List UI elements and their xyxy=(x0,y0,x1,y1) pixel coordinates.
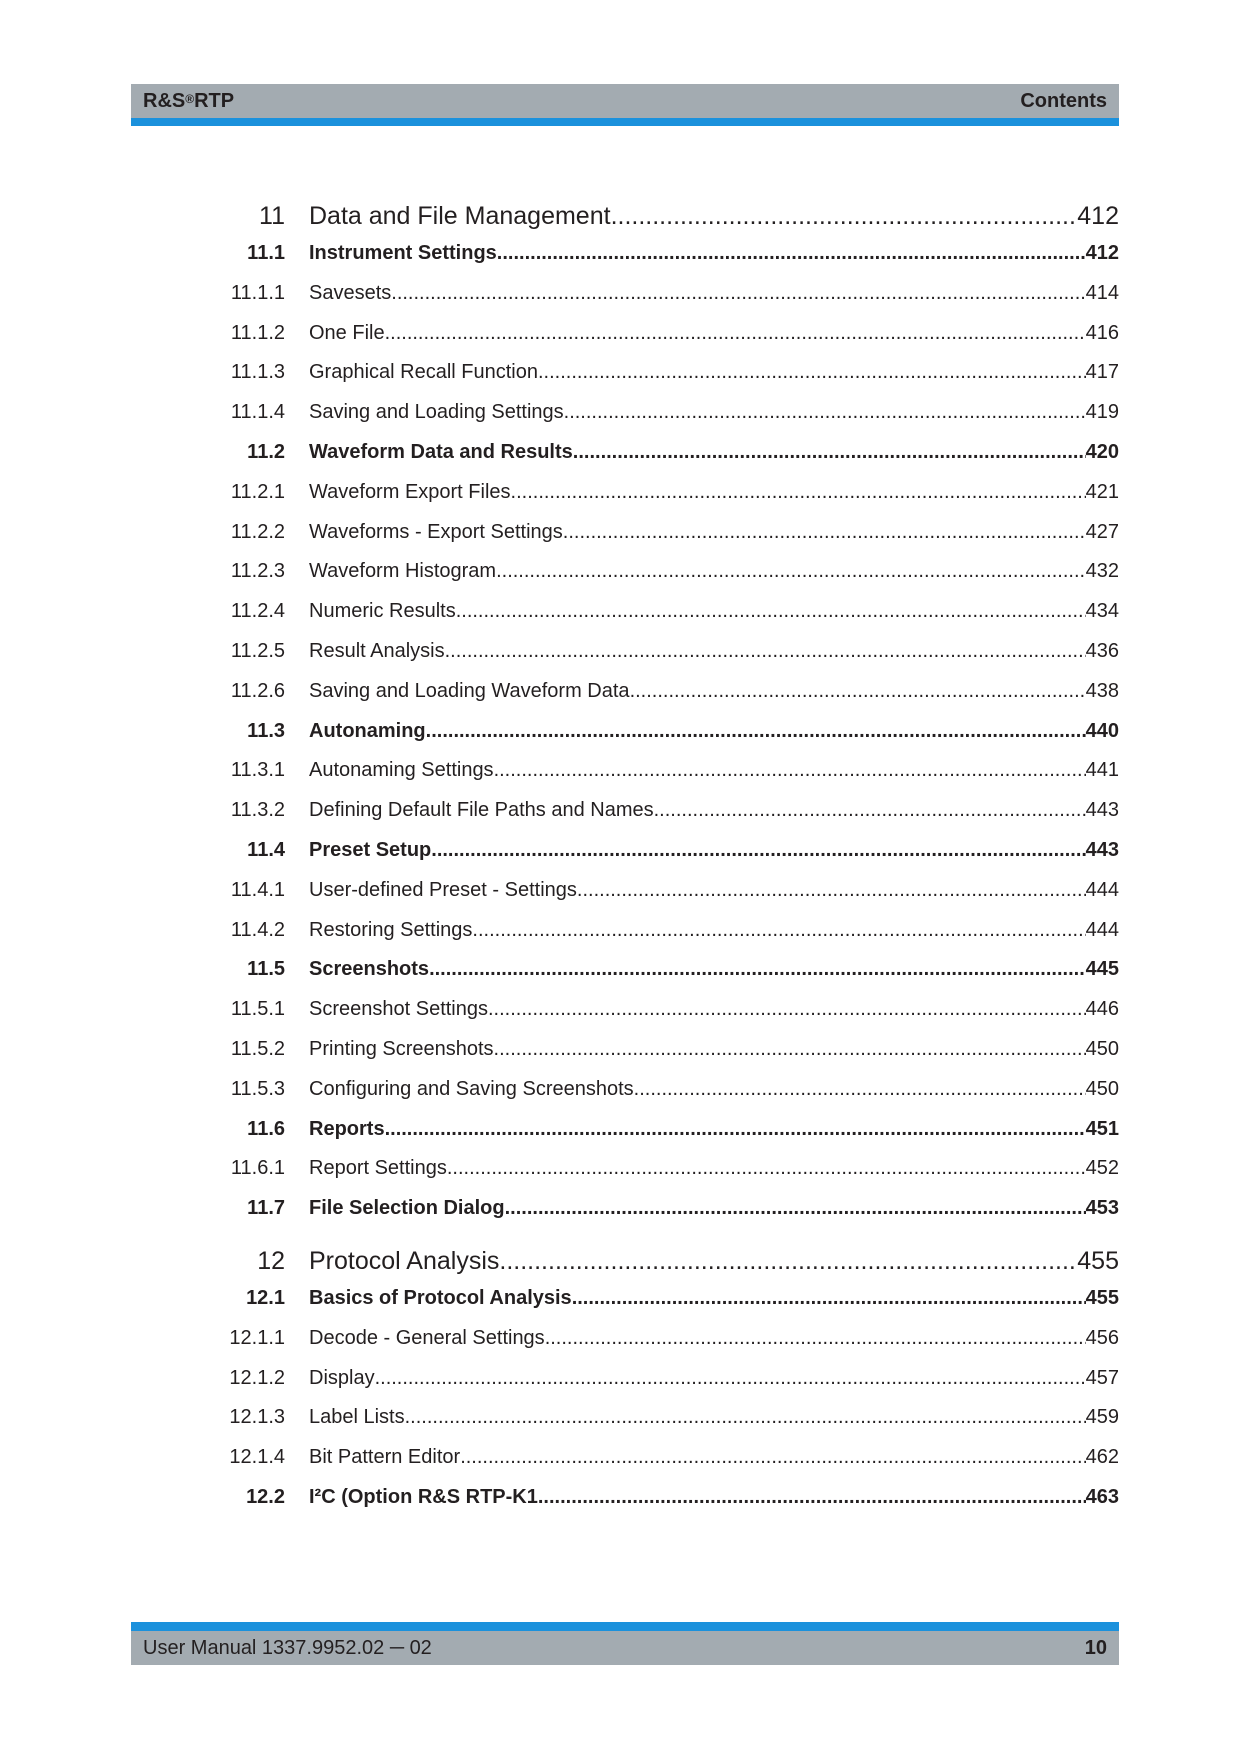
toc-title: Bit Pattern Editor xyxy=(309,1446,461,1469)
toc-entry-11-5[interactable] xyxy=(0,956,1240,986)
toc-leader-dots xyxy=(573,439,1086,465)
page-footer xyxy=(131,1622,1119,1665)
toc-page-number: 432 xyxy=(1085,560,1119,583)
toc-entry-12-1[interactable] xyxy=(0,1285,1240,1315)
toc-number: 11.3 xyxy=(247,719,285,742)
toc-leader-dots xyxy=(634,1076,1086,1102)
toc-title: Basics of Protocol Analysis xyxy=(309,1287,572,1309)
toc-number: 11.2.1 xyxy=(230,480,285,503)
toc-entry-line xyxy=(309,837,1119,863)
toc-page-number: 414 xyxy=(1085,281,1119,304)
toc-entry-12-1-2[interactable] xyxy=(0,1365,1240,1395)
toc-leader-dots xyxy=(630,678,1086,704)
toc-leader-dots xyxy=(611,200,1078,232)
toc-page-number: 436 xyxy=(1085,640,1119,662)
toc-page-number: 419 xyxy=(1085,401,1119,424)
toc-page-number: 416 xyxy=(1085,321,1119,344)
toc-entry-11-3-2[interactable] xyxy=(0,797,1240,827)
toc-entry-line xyxy=(309,479,1119,505)
header-accent-line xyxy=(131,118,1119,126)
toc-page-number: 453 xyxy=(1085,1197,1119,1220)
toc-leader-dots xyxy=(511,479,1086,505)
toc-number: 12.1.3 xyxy=(229,1406,285,1429)
toc-page-number: 451 xyxy=(1085,1117,1119,1140)
toc-page-number: 452 xyxy=(1085,1157,1119,1180)
toc-page-number: 438 xyxy=(1085,679,1119,702)
footer-manual-id: User Manual 1337.9952.02 ─ 02 xyxy=(143,1637,432,1659)
toc-page-number: 450 xyxy=(1085,1077,1119,1100)
toc-entry-11-2-1[interactable] xyxy=(0,479,1240,509)
toc-page-number: 455 xyxy=(1085,1287,1119,1309)
toc-title: Screenshot Settings xyxy=(309,998,488,1021)
toc-entry-11-1-1[interactable] xyxy=(0,280,1240,310)
toc-entry-line xyxy=(309,1484,1119,1510)
toc-entry-line xyxy=(309,200,1119,232)
toc-number: 11.1.1 xyxy=(230,281,285,304)
toc-leader-dots xyxy=(445,638,1086,664)
page-header xyxy=(131,84,1119,126)
toc-entry-line xyxy=(309,1195,1119,1221)
product-name: R&S®RTP xyxy=(143,90,235,112)
toc-page-number: 444 xyxy=(1085,918,1119,941)
toc-entry-line xyxy=(309,598,1119,624)
toc-entry-line xyxy=(309,240,1119,266)
toc-entry-11-2-2[interactable] xyxy=(0,519,1240,549)
toc-entry-line xyxy=(309,519,1119,545)
toc-number: 11.1.2 xyxy=(230,321,285,344)
toc-leader-dots xyxy=(572,1285,1086,1311)
toc-entry-line xyxy=(309,996,1119,1022)
toc-number: 11.2.6 xyxy=(230,679,285,702)
toc-entry-11[interactable] xyxy=(0,200,1240,240)
toc-entry-11-3-1[interactable] xyxy=(0,757,1240,787)
toc-number: 11 xyxy=(259,202,285,230)
toc-entry-12-1-1[interactable] xyxy=(0,1325,1240,1355)
header-section-title: Contents xyxy=(1020,90,1107,112)
toc-entry-line xyxy=(309,280,1119,306)
toc-title: Label Lists xyxy=(309,1406,405,1429)
toc-page-number: 412 xyxy=(1077,202,1119,230)
toc-entry-11-7[interactable] xyxy=(0,1195,1240,1225)
toc-page-number: 457 xyxy=(1085,1366,1119,1389)
toc-entry-11-1-4[interactable] xyxy=(0,399,1240,429)
toc-number: 11.6.1 xyxy=(230,1157,285,1180)
toc-title: Restoring Settings xyxy=(309,918,473,941)
toc-leader-dots xyxy=(538,1484,1086,1510)
toc-entry-11-2[interactable] xyxy=(0,439,1240,469)
toc-page-number: 417 xyxy=(1085,361,1119,384)
toc-title: Waveform Export Files xyxy=(309,480,511,503)
toc-number: 11.5.3 xyxy=(230,1077,285,1100)
toc-entry-11-2-5[interactable] xyxy=(0,638,1240,668)
toc-page-number: 450 xyxy=(1085,1038,1119,1060)
toc-title: User-defined Preset - Settings xyxy=(309,878,577,901)
toc-title: Data and File Management xyxy=(309,202,611,230)
toc-leader-dots xyxy=(654,797,1086,823)
toc-entry-line xyxy=(309,1365,1119,1391)
toc-entry-line xyxy=(309,1404,1119,1430)
toc-leader-dots xyxy=(429,956,1086,982)
toc-title: File Selection Dialog xyxy=(309,1197,505,1220)
toc-title: Screenshots xyxy=(309,958,430,981)
toc-title: Preset Setup xyxy=(309,839,432,861)
toc-entry-line xyxy=(309,1155,1119,1181)
toc-title: Result Analysis xyxy=(309,640,445,662)
toc-entry-11-6-1[interactable] xyxy=(0,1155,1240,1185)
toc-page-number: 421 xyxy=(1085,480,1119,503)
toc-number: 11.6 xyxy=(247,1117,285,1140)
toc-title: Waveform Histogram xyxy=(309,560,497,583)
toc-page-number: 434 xyxy=(1085,600,1119,623)
toc-title: Autonaming Settings xyxy=(309,759,494,782)
toc-page-number: 446 xyxy=(1085,998,1119,1021)
toc-entry-11-5-3[interactable] xyxy=(0,1076,1240,1106)
toc-entry-line xyxy=(309,877,1119,903)
toc-page-number: 427 xyxy=(1085,520,1119,543)
toc-entry-line xyxy=(309,718,1119,744)
toc-number: 11.1 xyxy=(247,242,285,264)
toc-number: 12.1.4 xyxy=(229,1446,285,1469)
toc-page-number: 420 xyxy=(1085,441,1119,463)
toc-number: 11.2 xyxy=(247,441,285,463)
toc-leader-dots xyxy=(375,1365,1086,1391)
toc-page-number: 444 xyxy=(1085,878,1119,901)
toc-number: 12.1 xyxy=(246,1287,285,1309)
toc-leader-dots xyxy=(499,1245,1077,1277)
toc-entry-11-4-2[interactable] xyxy=(0,917,1240,947)
toc-page-number: 462 xyxy=(1085,1446,1119,1469)
toc-entry-11-2-3[interactable] xyxy=(0,558,1240,588)
toc-title: Protocol Analysis xyxy=(309,1247,500,1275)
toc-page-number: 443 xyxy=(1085,839,1119,861)
toc-number: 12.1.2 xyxy=(229,1366,285,1389)
toc-entry-11-1[interactable] xyxy=(0,240,1240,270)
toc-leader-dots xyxy=(385,320,1086,346)
toc-page-number: 459 xyxy=(1085,1406,1119,1429)
toc-entry-line xyxy=(309,1325,1119,1351)
toc-title: One File xyxy=(309,321,385,344)
toc-title: Display xyxy=(309,1366,375,1389)
toc-page-number: 443 xyxy=(1085,799,1119,822)
toc-entry-11-2-6[interactable] xyxy=(0,678,1240,708)
toc-number: 11.5 xyxy=(247,958,285,981)
toc-leader-dots xyxy=(405,1404,1086,1430)
toc-entry-line xyxy=(309,956,1119,982)
toc-entry-line xyxy=(309,917,1119,943)
toc-entry-11-1-3[interactable] xyxy=(0,359,1240,389)
toc-leader-dots xyxy=(472,917,1085,943)
toc-number: 12.1.1 xyxy=(229,1326,285,1349)
toc-page-number: 412 xyxy=(1085,242,1119,264)
toc-leader-dots xyxy=(385,1116,1086,1142)
toc-entry-line xyxy=(309,359,1119,385)
toc-title: Waveform Data and Results xyxy=(309,441,573,463)
toc-title: Numeric Results xyxy=(309,600,456,623)
footer-accent-line xyxy=(131,1622,1119,1631)
toc-title: I²C (Option R&S RTP-K1 xyxy=(309,1486,538,1508)
toc-number: 11.1.3 xyxy=(230,361,285,384)
toc-entry-line xyxy=(309,1285,1119,1311)
toc-leader-dots xyxy=(564,399,1086,425)
toc-entry-11-4-1[interactable] xyxy=(0,877,1240,907)
toc-leader-dots xyxy=(538,359,1086,385)
toc-title: Autonaming xyxy=(309,719,426,742)
toc-page-number: 455 xyxy=(1077,1247,1119,1275)
toc-page-number: 441 xyxy=(1085,759,1119,782)
toc-entry-11-3[interactable] xyxy=(0,718,1240,748)
toc-entry-line xyxy=(309,638,1119,664)
toc-entry-11-5-2[interactable] xyxy=(0,1036,1240,1066)
toc-entry-12-1-3[interactable] xyxy=(0,1404,1240,1434)
toc-entry-12-2[interactable] xyxy=(0,1484,1240,1514)
toc-entry-line xyxy=(309,558,1119,584)
toc-entry-line xyxy=(309,797,1119,823)
toc-leader-dots xyxy=(505,1195,1086,1221)
toc-number: 12.2 xyxy=(246,1486,285,1508)
toc-leader-dots xyxy=(447,1155,1086,1181)
footer-page-number: 10 xyxy=(1084,1637,1107,1659)
toc-title: Decode - General Settings xyxy=(309,1326,545,1349)
toc-title: Savesets xyxy=(309,281,392,304)
toc-page-number: 440 xyxy=(1085,719,1119,742)
toc-entry-line xyxy=(309,439,1119,465)
toc-number: 11.4.1 xyxy=(230,878,285,901)
toc-title: Waveforms - Export Settings xyxy=(309,520,563,543)
toc-number: 11.2.4 xyxy=(230,600,285,623)
toc-leader-dots xyxy=(426,718,1086,744)
toc-title: Instrument Settings xyxy=(309,242,497,264)
toc-entry-line xyxy=(309,1036,1119,1062)
toc-leader-dots xyxy=(391,280,1085,306)
toc-leader-dots xyxy=(431,837,1085,863)
toc-number: 11.4.2 xyxy=(230,918,285,941)
toc-title: Saving and Loading Waveform Data xyxy=(309,679,630,702)
toc-entry-12-1-4[interactable] xyxy=(0,1444,1240,1474)
toc-title: Configuring and Saving Screenshots xyxy=(309,1077,634,1100)
toc-page-number: 445 xyxy=(1085,958,1119,981)
toc-entry-line xyxy=(309,678,1119,704)
toc-entry-12[interactable] xyxy=(0,1245,1240,1285)
toc-entry-line xyxy=(309,320,1119,346)
toc-title: Saving and Loading Settings xyxy=(309,401,564,424)
toc-leader-dots xyxy=(496,558,1086,584)
toc-leader-dots xyxy=(545,1325,1086,1351)
toc-number: 11.2.3 xyxy=(230,560,285,583)
toc-entry-11-6[interactable] xyxy=(0,1116,1240,1146)
toc-entry-line xyxy=(309,1116,1119,1142)
toc-page-number: 463 xyxy=(1085,1486,1119,1508)
toc-leader-dots xyxy=(456,598,1086,624)
toc-title: Reports xyxy=(309,1117,385,1140)
toc-number: 11.1.4 xyxy=(230,401,285,424)
toc-number: 11.5.1 xyxy=(230,998,285,1021)
toc-page-number: 456 xyxy=(1085,1326,1119,1349)
toc-number: 11.3.1 xyxy=(230,759,285,782)
toc-number: 11.7 xyxy=(247,1197,285,1220)
toc-leader-dots xyxy=(577,877,1086,903)
toc-leader-dots xyxy=(460,1444,1085,1470)
header-bar xyxy=(131,84,1119,118)
toc-entry-line xyxy=(309,399,1119,425)
toc-leader-dots xyxy=(563,519,1086,545)
toc-leader-dots xyxy=(494,757,1086,783)
toc-title: Printing Screenshots xyxy=(309,1038,494,1060)
toc-entry-11-1-2[interactable] xyxy=(0,320,1240,350)
toc-number: 11.5.2 xyxy=(230,1038,285,1060)
toc-entry-11-5-1[interactable] xyxy=(0,996,1240,1026)
toc-title: Defining Default File Paths and Names xyxy=(309,799,654,822)
toc-number: 11.2.5 xyxy=(230,640,285,662)
toc-title: Report Settings xyxy=(309,1157,447,1180)
toc-entry-11-2-4[interactable] xyxy=(0,598,1240,628)
toc-number: 11.3.2 xyxy=(230,799,285,822)
toc-entry-line xyxy=(309,1076,1119,1102)
toc-number: 11.4 xyxy=(247,839,285,861)
toc-leader-dots xyxy=(497,240,1086,266)
toc-entry-line xyxy=(309,1245,1119,1277)
toc-entry-11-4[interactable] xyxy=(0,837,1240,867)
toc-number: 11.2.2 xyxy=(230,520,285,543)
toc-entry-line xyxy=(309,757,1119,783)
toc-leader-dots xyxy=(488,996,1086,1022)
toc-leader-dots xyxy=(494,1036,1086,1062)
toc-number: 12 xyxy=(257,1247,285,1275)
toc-entry-line xyxy=(309,1444,1119,1470)
toc-title: Graphical Recall Function xyxy=(309,361,538,384)
